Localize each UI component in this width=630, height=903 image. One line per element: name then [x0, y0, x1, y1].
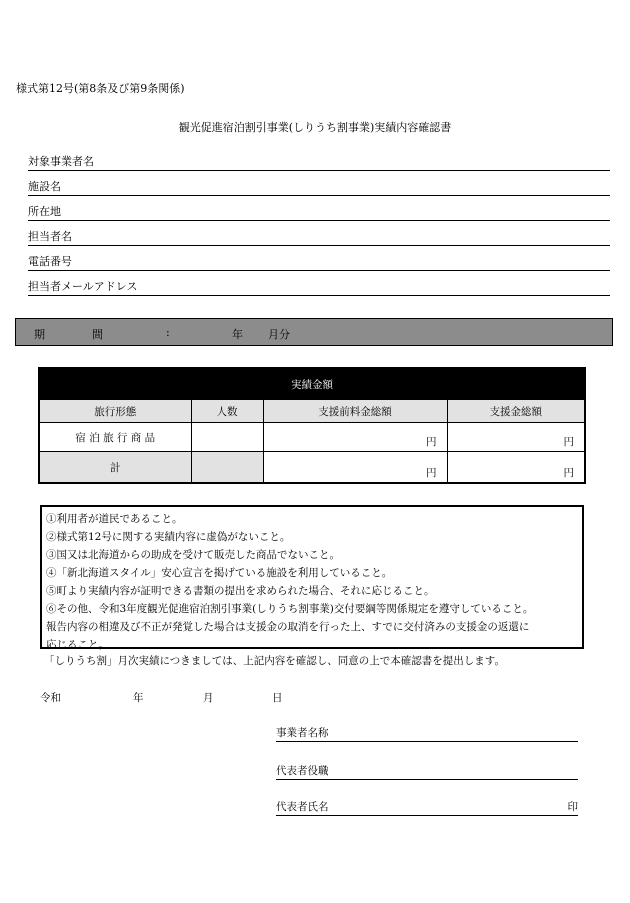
col-pre-support-total: 支援前料金総額 [263, 400, 447, 423]
facility-name-field[interactable] [28, 180, 610, 196]
date-era: 令和 [40, 692, 61, 704]
period-bar[interactable] [15, 318, 613, 346]
condition-item: 応じること。 [46, 639, 109, 651]
people-total-cell[interactable] [191, 452, 263, 484]
field-label: 事業者名称 [276, 727, 329, 739]
table-header: 実績金額 [39, 368, 585, 400]
condition-item: ③国又は北海道からの助成を受けて販売した商品でないこと。 [46, 549, 340, 561]
form-number: 様式第12号(第8条及び第9条関係) [16, 82, 185, 95]
table-row-total [39, 452, 585, 484]
pre-support-total-cell[interactable] [263, 452, 447, 484]
date-month[interactable]: 月 [203, 692, 214, 704]
document-title: 観光促進宿泊割引事業(しりうち割事業)実績内容確認書 [178, 121, 452, 134]
row-label: 計 [39, 452, 191, 484]
date-day[interactable]: 日 [272, 692, 283, 704]
amount-table [38, 367, 586, 484]
yen-unit: 円 [426, 436, 437, 448]
seal-mark: 印 [567, 801, 578, 813]
date-year[interactable]: 年 [133, 692, 144, 704]
condition-item: ①利用者が道民であること。 [46, 513, 183, 525]
period-label-a: 期 [34, 328, 45, 341]
field-label: 代表者氏名 [276, 801, 329, 813]
contact-person-field[interactable] [28, 230, 610, 246]
period-month: 月分 [268, 328, 290, 341]
column-header-row [39, 400, 585, 423]
field-label: 対象事業者名 [28, 155, 94, 168]
representative-title-field[interactable] [276, 764, 578, 780]
phone-field[interactable] [28, 255, 610, 271]
conditions-box [40, 505, 584, 649]
field-label: 施設名 [28, 180, 61, 193]
support-total-cell[interactable] [447, 452, 585, 484]
condition-item: ④「新北海道スタイル」安心宣言を掲げている施設を利用していること。 [46, 567, 393, 579]
business-name-field[interactable] [28, 155, 610, 171]
yen-unit: 円 [563, 467, 574, 479]
business-name-signature-field[interactable] [276, 726, 578, 742]
condition-item: ⑤町より実績内容が証明できる書類の提出を求められた場合、それに応じること。 [46, 585, 435, 597]
people-cell[interactable] [191, 423, 263, 452]
address-field[interactable] [28, 205, 610, 221]
period-year: 年 [232, 328, 243, 341]
table-row [39, 423, 585, 452]
period-colon: : [166, 326, 170, 339]
condition-item: 報告内容の相違及び不正が発覚した場合は支援金の取消を行った上、すでに交付済みの支援金の返還に [46, 621, 530, 633]
representative-name-field[interactable] [276, 800, 578, 816]
support-amount-cell[interactable] [447, 423, 585, 452]
pre-support-amount-cell[interactable] [263, 423, 447, 452]
email-field[interactable] [28, 280, 610, 296]
field-label: 所在地 [28, 205, 61, 218]
field-label: 代表者役職 [276, 765, 329, 777]
field-label: 担当者メールアドレス [28, 280, 138, 293]
field-label: 担当者名 [28, 230, 72, 243]
field-label: 電話番号 [28, 255, 72, 268]
yen-unit: 円 [426, 467, 437, 479]
submit-statement: 「しりうち割」月次実績につきましては、上記内容を確認し、同意の上で本確認書を提出します。 [44, 655, 505, 667]
col-people: 人数 [191, 400, 263, 423]
period-label-b: 間 [92, 328, 103, 341]
yen-unit: 円 [563, 436, 574, 448]
col-travel-type: 旅行形態 [39, 400, 191, 423]
condition-item: ⑥その他、令和3年度観光促進宿泊割引事業(しりうち割事業)交付要綱等関係規定を遵守していること。 [46, 603, 534, 615]
condition-item: ②様式第12号に関する実績内容に虚偽がないこと。 [46, 531, 291, 543]
col-support-total: 支援金総額 [447, 400, 585, 423]
row-label: 宿 泊 旅 行 商 品 [39, 423, 191, 452]
